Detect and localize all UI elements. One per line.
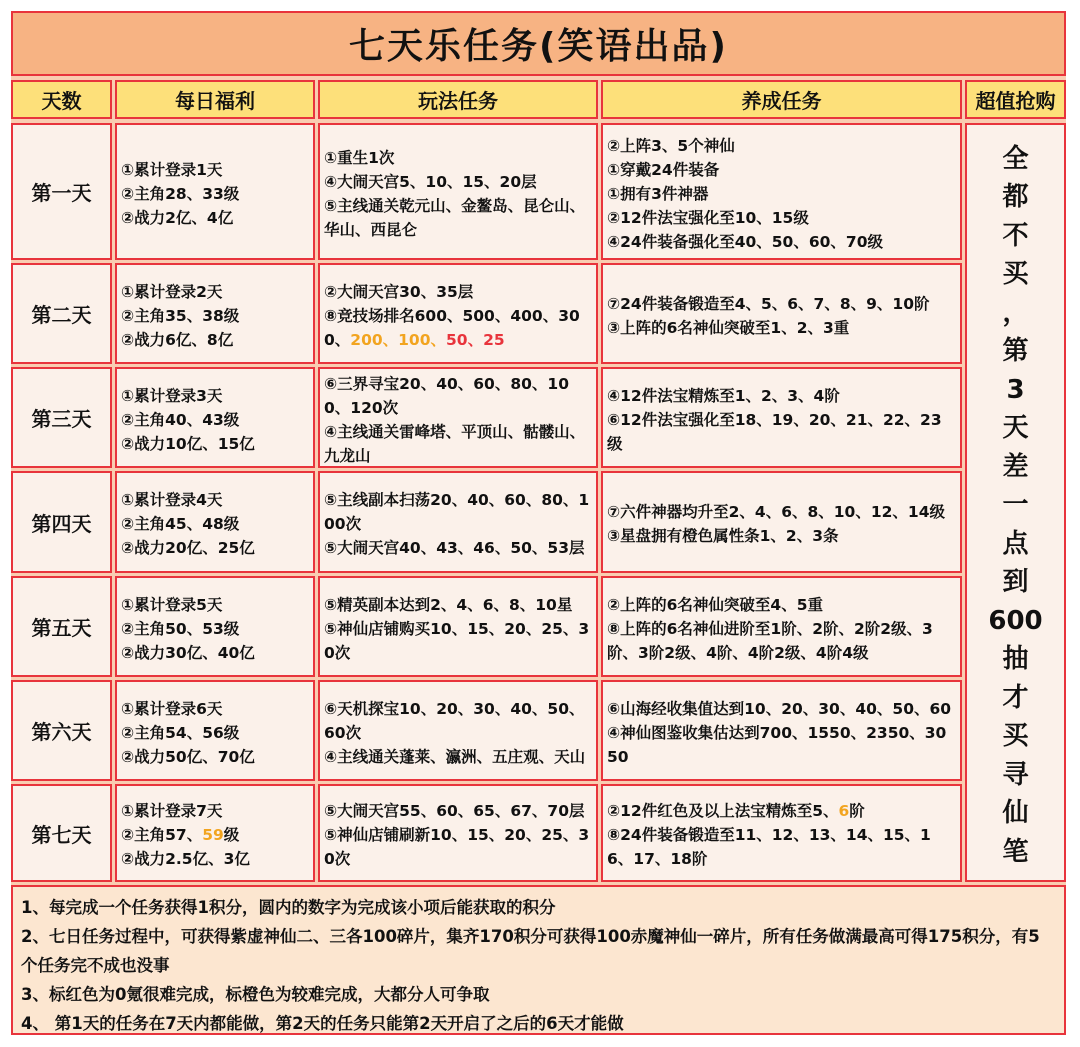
buy-char: 差 xyxy=(1002,451,1029,482)
buy-char: 第 xyxy=(1002,336,1029,367)
welfare-line: ②主角54、56级 xyxy=(121,723,240,742)
play-cell xyxy=(318,680,598,781)
play-line: ⑤精英副本达到2、4、6、8、10星 xyxy=(324,595,573,614)
buy-char: 3 xyxy=(1006,374,1025,405)
play-text: ⑧竞技场排名600、500、400、300、 xyxy=(324,306,580,349)
welfare-line: ②战力50亿、70亿 xyxy=(121,747,255,766)
play-cell xyxy=(318,367,598,468)
orange-highlight: 6 xyxy=(838,802,850,820)
note-line: 4、 第1天的任务在7天内都能做，第2天的任务只能第2天开启了之后的6天才能做 xyxy=(21,1014,624,1033)
buy-char: 买 xyxy=(1002,721,1029,752)
welfare-cell xyxy=(115,367,315,468)
growth-line: ③星盘拥有橙色属性条1、2、3条 xyxy=(607,527,839,545)
play-line: ⑤主线通关乾元山、金鳌岛、昆仑山、华山、西昆仑 xyxy=(324,196,586,239)
play-line: ②大闹天宫30、35层 xyxy=(324,282,474,301)
growth-line: ③上阵的6名神仙突破至1、2、3重 xyxy=(607,318,850,337)
growth-line: ⑧24件装备锻造至11、12、13、14、15、16、17、18阶 xyxy=(607,826,931,868)
buy-char: 笔 xyxy=(1002,836,1029,867)
growth-line: ⑥12件法宝强化至18、19、20、21、22、23级 xyxy=(607,410,942,453)
welfare-line: ②主角40、43级 xyxy=(121,410,240,429)
buy-char: 到 xyxy=(1002,567,1029,598)
growth-cell xyxy=(601,576,962,677)
welfare-cell xyxy=(115,123,315,260)
welfare-line: ①累计登录6天 xyxy=(121,699,223,718)
buy-char: 点 xyxy=(1002,528,1029,559)
day-label: 第六天 xyxy=(11,680,112,781)
growth-cell xyxy=(601,680,962,781)
day-label: 第二天 xyxy=(11,263,112,364)
buy-char: 寻 xyxy=(1002,759,1029,790)
welfare-line: ②战力20亿、25亿 xyxy=(121,539,255,557)
play-cell xyxy=(318,263,598,364)
welfare-line: ②主角45、48级 xyxy=(121,515,240,533)
day-label: 第七天 xyxy=(11,784,112,882)
buy-char: 买 xyxy=(1002,259,1029,290)
buy-char: 600 xyxy=(988,605,1043,636)
day-label: 第一天 xyxy=(11,123,112,260)
welfare-line: ②主角35、38级 xyxy=(121,306,240,325)
note-line: 3、标红色为0氪很难完成，标橙色为较难完成，大都分人可争取 xyxy=(21,985,490,1004)
welfare-suffix: 级 xyxy=(223,826,240,844)
play-line: ①重生1次 xyxy=(324,148,395,167)
growth-text: ②12件红色及以上法宝精炼至5、 xyxy=(607,802,839,820)
welfare-cell xyxy=(115,680,315,781)
growth-line: ④神仙图鉴收集估达到700、1550、2350、3050 xyxy=(607,723,947,766)
welfare-line: ②主角28、33级 xyxy=(121,184,240,203)
header-growth: 养成任务 xyxy=(601,80,962,119)
growth-line: ②上阵3、5个神仙 xyxy=(607,136,735,155)
welfare-line: ①累计登录1天 xyxy=(121,160,223,179)
buy-column xyxy=(965,123,1066,882)
buy-char: 都 xyxy=(1002,182,1029,213)
buy-char: 抽 xyxy=(1002,644,1029,675)
buy-char: 不 xyxy=(1002,220,1029,251)
welfare-line: ②战力6亿、8亿 xyxy=(121,330,234,349)
header-welfare: 每日福利 xyxy=(115,80,315,119)
buy-char: 一 xyxy=(1002,490,1029,521)
welfare-cell xyxy=(115,471,315,573)
play-cell xyxy=(318,123,598,260)
play-cell xyxy=(318,784,598,882)
play-line: ⑤神仙店铺刷新10、15、20、25、30次 xyxy=(324,826,590,868)
growth-line: ①穿戴24件装备 xyxy=(607,160,720,179)
buy-char: ， xyxy=(1002,297,1029,328)
growth-suffix: 阶 xyxy=(849,802,865,820)
growth-cell xyxy=(601,367,962,468)
play-line: ⑤神仙店铺购买10、15、20、25、30次 xyxy=(324,619,590,662)
growth-cell xyxy=(601,263,962,364)
header-day: 天数 xyxy=(11,80,112,119)
welfare-line: ①累计登录2天 xyxy=(121,282,223,301)
play-line: ⑤大闹天宫55、60、65、67、70层 xyxy=(324,802,585,820)
growth-line: ⑧上阵的6名神仙进阶至1阶、2阶、2阶2级、3阶、3阶2级、4阶、4阶2级、4阶4级 xyxy=(607,619,933,662)
play-cell xyxy=(318,576,598,677)
play-line: ⑤大闹天宫40、43、46、50、53层 xyxy=(324,539,585,557)
welfare-line: ②战力10亿、15亿 xyxy=(121,434,255,453)
welfare-line: ②战力30亿、40亿 xyxy=(121,643,255,662)
welfare-line: ①累计登录3天 xyxy=(121,386,223,405)
growth-line: ②12件法宝强化至10、15级 xyxy=(607,208,809,227)
growth-line: ⑦24件装备锻造至4、5、6、7、8、9、10阶 xyxy=(607,294,930,313)
welfare-cell xyxy=(115,784,315,882)
task-sheet xyxy=(11,11,1066,1035)
welfare-line: ①累计登录5天 xyxy=(121,595,223,614)
welfare-line: ②战力2.5亿、3亿 xyxy=(121,850,250,868)
growth-line: ①拥有3件神器 xyxy=(607,184,709,203)
welfare-line: ①累计登录7天 xyxy=(121,802,223,820)
play-line: ④主线通关雷峰塔、平顶山、骷髅山、九龙山 xyxy=(324,422,586,465)
orange-highlight: 59 xyxy=(202,826,224,844)
play-line: ④大闹天宫5、10、15、20层 xyxy=(324,172,537,191)
growth-line: ⑦六件神器均升至2、4、6、8、10、12、14级 xyxy=(607,503,945,521)
buy-char: 才 xyxy=(1002,682,1029,713)
welfare-cell xyxy=(115,263,315,364)
notes-box xyxy=(11,885,1066,1035)
growth-line xyxy=(607,799,956,823)
welfare-cell xyxy=(115,576,315,677)
play-line: ④主线通关蓬莱、瀛洲、五庄观、天山 xyxy=(324,747,586,766)
play-line: ⑤主线副本扫荡20、40、60、80、100次 xyxy=(324,491,590,533)
growth-cell xyxy=(601,784,962,882)
buy-char: 天 xyxy=(1002,413,1029,444)
play-line xyxy=(324,304,592,352)
red-highlight: 50、25 xyxy=(446,330,505,349)
welfare-line xyxy=(121,823,309,847)
note-line: 1、每完成一个任务获得1积分，圆内的数字为完成该小项后能获取的积分 xyxy=(21,898,556,917)
welfare-line: ②主角50、53级 xyxy=(121,619,240,638)
welfare-line: ①累计登录4天 xyxy=(121,491,223,509)
buy-char: 全 xyxy=(1002,143,1029,174)
header-play: 玩法任务 xyxy=(318,80,598,119)
growth-cell xyxy=(601,471,962,573)
welfare-line: ②战力2亿、4亿 xyxy=(121,208,234,227)
play-line: ⑥三界寻宝20、40、60、80、100、120次 xyxy=(324,374,569,417)
growth-cell xyxy=(601,123,962,260)
growth-line: ⑥山海经收集值达到10、20、30、40、50、60 xyxy=(607,699,952,718)
play-line: ⑥天机探宝10、20、30、40、50、60次 xyxy=(324,699,585,742)
day-label: 第四天 xyxy=(11,471,112,573)
welfare-text: ②主角57、 xyxy=(121,826,203,844)
day-label: 第五天 xyxy=(11,576,112,677)
page-title: 七天乐任务(笑语出品) xyxy=(11,11,1066,76)
growth-line: ④24件装备强化至40、50、60、70级 xyxy=(607,232,883,251)
growth-line: ②上阵的6名神仙突破至4、5重 xyxy=(607,595,823,614)
note-line: 2、七日任务过程中，可获得紫虚神仙二、三各100碎片，集齐170积分可获得100赤魔神仙一碎片，所有任务做满最高可得175积分，有5个任务完不成也没事 xyxy=(21,927,1040,975)
day-label: 第三天 xyxy=(11,367,112,468)
growth-line: ④12件法宝精炼至1、2、3、4阶 xyxy=(607,386,840,405)
buy-char: 仙 xyxy=(1002,798,1029,829)
orange-highlight: 200、100、 xyxy=(350,330,447,349)
play-cell xyxy=(318,471,598,573)
header-buy: 超值抢购 xyxy=(965,80,1066,119)
